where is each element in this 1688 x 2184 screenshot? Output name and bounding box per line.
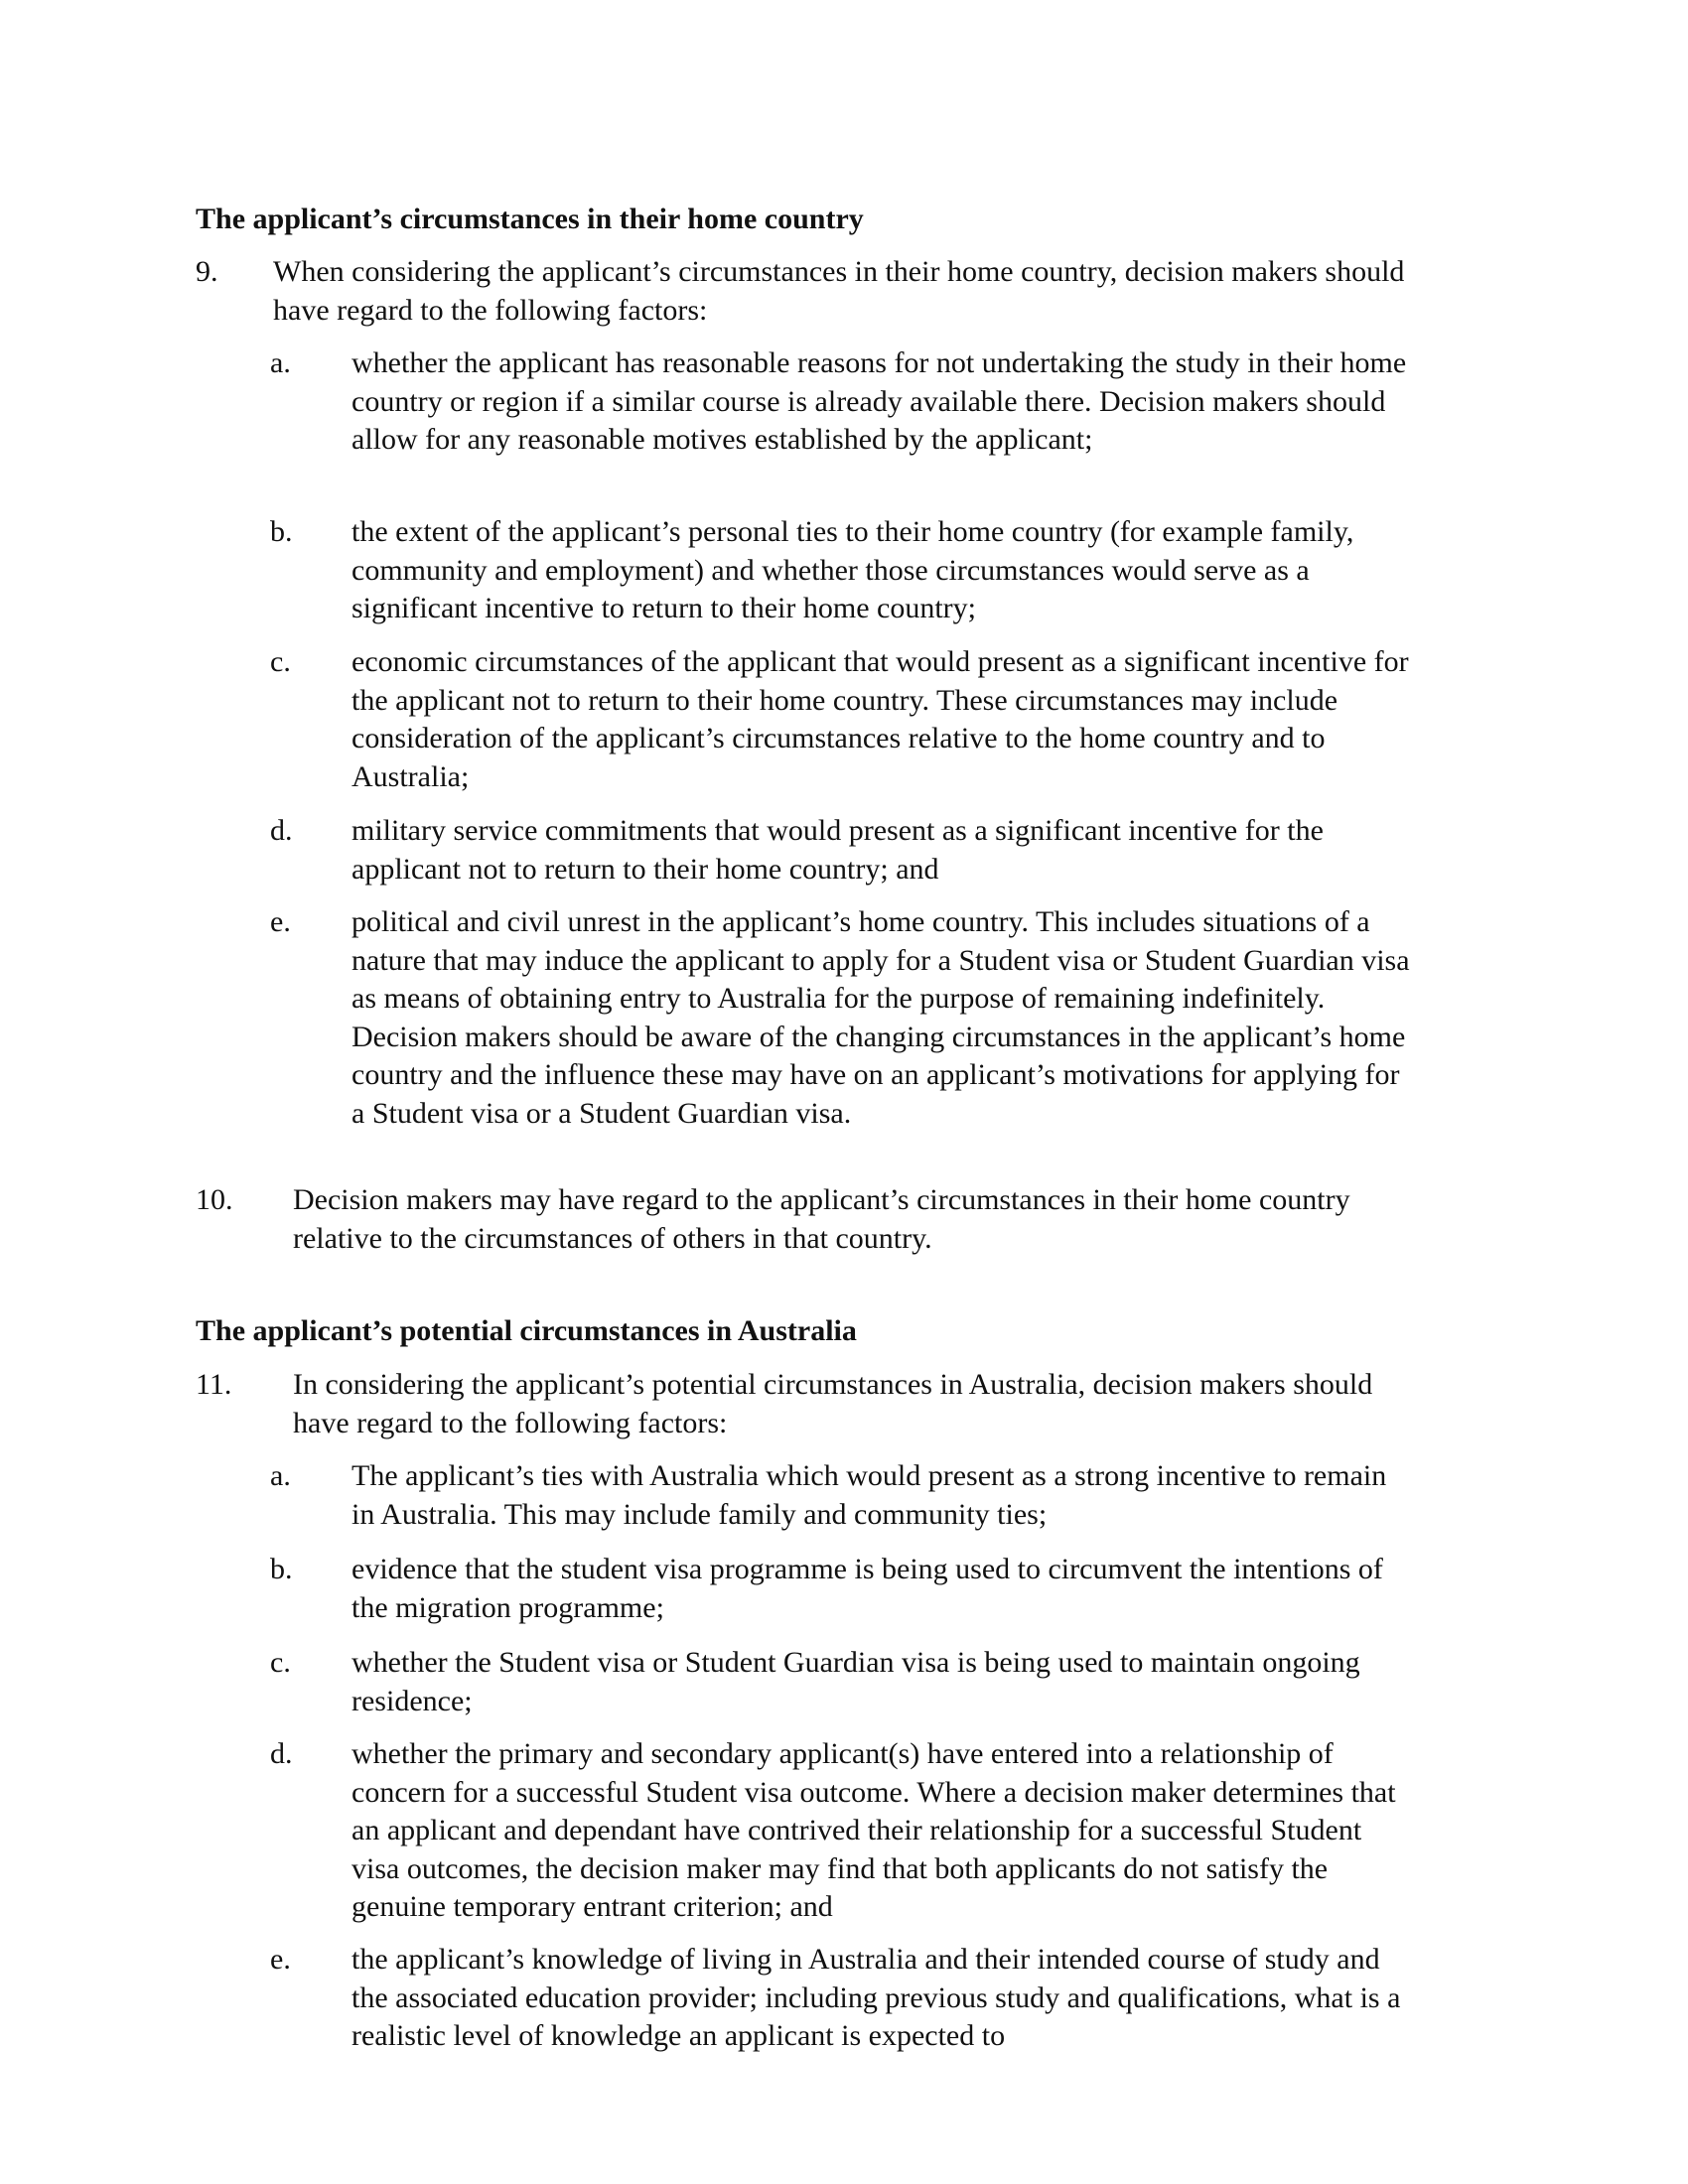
list-item-9d [270, 812, 1412, 888]
item-label: d. [270, 814, 293, 847]
list-item-9a [270, 344, 1412, 460]
paragraph-number: 10. [196, 1183, 233, 1216]
paragraph-text: When considering the applicant’s circumstances in their home country, decision makers should have regard to the following factors: [273, 255, 1405, 327]
item-text: evidence that the student visa programme is being used to circumvent the intentions of the migration programme; [352, 1553, 1383, 1624]
paragraph-text: Decision makers may have regard to the applicant’s circumstances in their home country relative to the circumstances of others in that country. [293, 1183, 1350, 1255]
list-item-11a [270, 1457, 1412, 1534]
item-label: a. [270, 1459, 291, 1492]
item-text: whether the primary and secondary applicant(s) have entered into a relationship of concern for a successful Student visa outcome. Where a decision maker determines that an applicant and dependant have contrived their relationship for a successful Student visa outcomes, the decision maker may find that both applicants do not satisfy the genuine temporary entrant criterion; and [352, 1737, 1396, 1923]
section-heading-home-country: The applicant’s circumstances in their home country [196, 203, 864, 235]
list-item-9c [270, 643, 1412, 796]
item-label: c. [270, 1646, 291, 1679]
item-text: The applicant’s ties with Australia which would present as a strong incentive to remain in Australia. This may include family and community ties; [352, 1459, 1387, 1531]
list-item-11e [270, 1941, 1412, 2056]
section-heading-australia: The applicant’s potential circumstances in Australia [196, 1314, 857, 1347]
list-item-9e [270, 903, 1412, 1133]
item-text: the applicant’s knowledge of living in Australia and their intended course of study and the associated education provider; including previous study and qualifications, what is a realistic level of knowledge an applicant is expected to [352, 1943, 1401, 2052]
item-text: whether the Student visa or Student Guardian visa is being used to maintain ongoing residence; [352, 1646, 1360, 1717]
item-label: e. [270, 905, 291, 938]
list-item-11d [270, 1735, 1412, 1927]
item-text: military service commitments that would present as a significant incentive for the applicant not to return to their home country; and [352, 814, 1324, 886]
item-label: b. [270, 515, 293, 548]
paragraph-text: In considering the applicant’s potential circumstances in Australia, decision makers should have regard to the following factors: [293, 1368, 1373, 1439]
item-text: political and civil unrest in the applicant’s home country. This includes situations of a nature that may induce the applicant to apply for a Student visa or Student Guardian visa as means of obtaining entry to Australia for the purpose of remaining indefinitely. Decision makers should be aware of the changing circumstances in the applicant’s home country and the influence these may have on an applicant’s motivations for applying for a Student visa or a Student Guardian visa. [352, 905, 1410, 1130]
item-text: economic circumstances of the applicant that would present as a significant incentive for the applicant not to return to their home country. These circumstances may include consideration of the applicant’s circumstances relative to the home country and to Australia; [352, 645, 1409, 793]
item-text: whether the applicant has reasonable reasons for not undertaking the study in their home country or region if a similar course is already available there. Decision makers should allow for any reasonable motives established by the applicant; [352, 346, 1407, 456]
item-label: d. [270, 1737, 293, 1770]
list-item-9b [270, 513, 1412, 628]
paragraph-9 [196, 253, 1417, 330]
item-label: a. [270, 346, 291, 379]
paragraph-11 [196, 1366, 1417, 1442]
paragraph-10 [196, 1181, 1417, 1258]
item-text: the extent of the applicant’s personal ties to their home country (for example family, community and employment) and whether those circumstances would serve as a significant incentive to return to their home country; [352, 515, 1354, 624]
list-item-11b [270, 1551, 1412, 1627]
item-label: c. [270, 645, 291, 678]
list-item-11c [270, 1644, 1412, 1720]
item-label: b. [270, 1553, 293, 1585]
paragraph-number: 11. [196, 1368, 232, 1401]
paragraph-number: 9. [196, 255, 218, 288]
item-label: e. [270, 1943, 291, 1976]
